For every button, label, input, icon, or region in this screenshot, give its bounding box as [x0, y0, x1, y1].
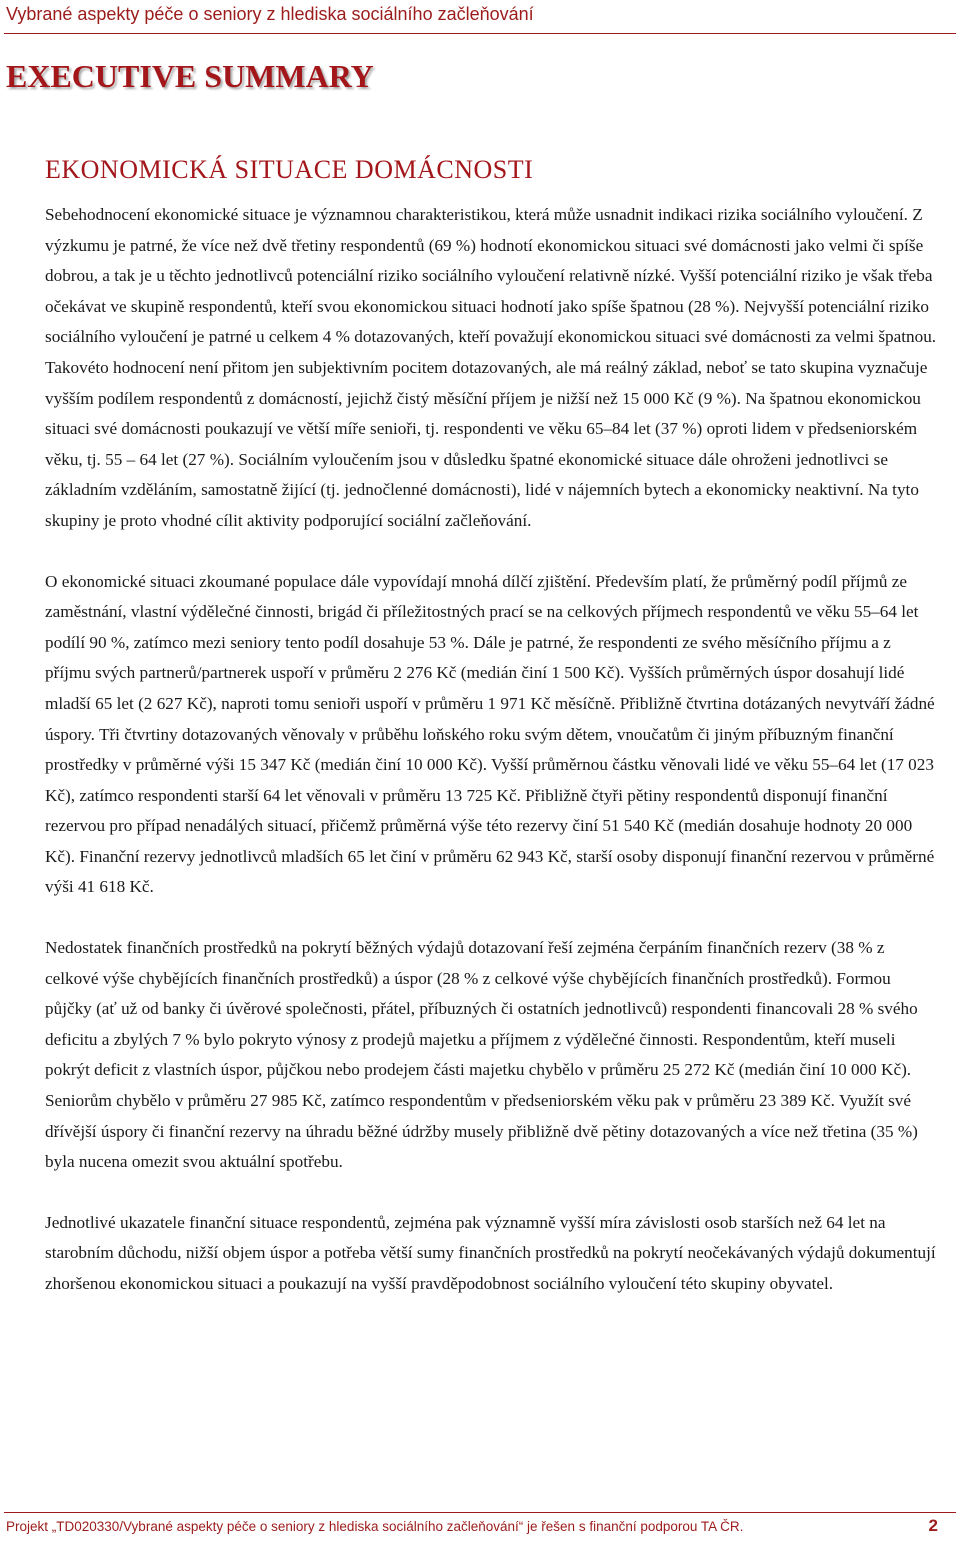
header-divider: [4, 33, 956, 34]
running-header: Vybrané aspekty péče o seniory z hlediska sociálního začleňování: [6, 4, 534, 24]
footer-project-note: Projekt „TD020330/Vybrané aspekty péče o seniory z hlediska sociálního začleňování“ je řešen s finanční podporou TA ČR.: [6, 1519, 744, 1534]
paragraph: Nedostatek finančních prostředků na pokrytí běžných výdajů dotazovaní řeší zejména čerpáním finančních rezerv (38 % z celkové výše chybějících finančních prostředků) a úspor (28 % z celkové výše chybějících finančních prostředků). Formou půjčky (ať už od banky či úvěrové společnosti, přátel, příbuzných či ostatních jednotlivců) respondenti financovali 28 % svého deficitu a zbylých 7 % bylo pokryto výnosy z prodejů majetku a příjmem z výdělečné činnosti. Respondentům, kteří museli pokrýt deficit z vlastních úspor, půjčkou nebo prodejem části majetku chybělo v průměru 25 272 Kč (medián činí 10 000 Kč). Seniorům chybělo v průměru 27 985 Kč, zatímco respondentům v předseniorském věku pak v průměru 23 389 Kč. Využít své dřívější úspory či finanční rezervy na úhradu běžné údržby musely přibližně dvě pětiny dotazovaných a více než třetina (35 %) byla nucena omezit svou aktuální spotřebu.: [45, 938, 918, 1172]
page-title: EXECUTIVE SUMMARY: [6, 58, 374, 94]
footer-divider: [4, 1512, 956, 1513]
paragraph: Sebehodnocení ekonomické situace je významnou charakteristikou, která může usnadnit indikaci rizika sociálního vyloučení. Z výzkumu je patrné, že více než dvě třetiny respondentů (69 %) hodnotí ekonomickou situaci své domácnosti jako velmi či spíše dobrou, a tak je u těchto jednotlivců potenciální riziko sociálního vyloučení relativně nízké. Vyšší potenciální riziko je však třeba očekávat ve skupině respondentů, kteří svou ekonomickou situaci hodnotí jako spíše špatnou (28 %). Nejvyšší potenciální riziko sociálního vyloučení je patrné u celkem 4 % dotazovaných, kteří považují ekonomickou situaci své domácnosti za velmi špatnou. Takovéto hodnocení není přitom jen subjektivním pocitem dotazovaných, ale má reálný základ, neboť se tato skupina vyznačuje vyšším podílem respondentů z domácností, jejichž čistý měsíční příjem je nižší než 15 000 Kč (9 %). Na špatnou ekonomickou situaci své domácnosti poukazují ve větší míře senioři, tj. respondenti ve věku 65–84 let (37 %) oproti lidem v předseniorském věku, tj. 55 – 64 let (27 %). Sociálním vyloučením jsou v důsledku špatné ekonomické situace dále ohroženi jednotlivci se základním vzděláním, samostatně žijící (tj. jednočlenné domácnosti), lidé v nájemních bytech a ekonomicky neaktivní. Na tyto skupiny je proto vhodné cílit aktivity podporující sociální začleňování.: [45, 205, 937, 530]
paragraph: Jednotlivé ukazatele finanční situace respondentů, zejména pak významně vyšší míra závislosti osob starších než 64 let na starobním důchodu, nižší objem úspor a potřeba větší sumy finančních prostředků na pokrytí neočekávaných výdajů dokumentují zhoršenou ekonomickou situaci a poukazují na vyšší pravděpodobnost sociálního vyloučení této skupiny obyvatel.: [45, 1212, 936, 1293]
section-body: [45, 200, 940, 1330]
section-heading: EKONOMICKÁ SITUACE DOMÁCNOSTI: [45, 155, 534, 184]
paragraph: O ekonomické situaci zkoumané populace dále vypovídají mnohá dílčí zjištění. Především platí, že průměrný podíl příjmů ze zaměstnání, vlastní výdělečné činnosti, brigád či příležitostných prací se na celkových příjmech respondentů ve věku 55–64 let podílí 90 %, zatímco mezi seniory tento podíl dosahuje 53 %. Dále je patrné, že respondenti ze svého měsíčního příjmu a z příjmu svých partnerů/partnerek uspoří v průměru 2 276 Kč (medián činí 1 500 Kč). Vyšších průměrných úspor dosahují lidé mladší 65 let (2 627 Kč), naproti tomu senioři uspoří v průměru 1 971 Kč měsíčně. Přibližně čtvrtina dotázaných nevytváří žádné úspory. Tři čtvrtiny dotazovaných věnovaly v průběhu loňského roku svým dětem, vnoučatům či jiným příbuzným finanční prostředky v průměrné výši 15 347 Kč (medián činí 10 000 Kč). Vyšší průměrnou částku věnovali lidé ve věku 55–64 let (17 023 Kč), zatímco respondenti starší 64 let věnovali v průměru 13 725 Kč. Přibližně čtyři pětiny respondentů disponují finanční rezervou pro případ nenadálých situací, přičemž průměrná výše této rezervy činí 51 540 Kč (medián dosahuje hodnoty 20 000 Kč). Finanční rezervy jednotlivců mladších 65 let činí v průměru 62 943 Kč, starší osoby disponují finanční rezervou v průměrné výši 41 618 Kč.: [45, 571, 935, 897]
page-number: 2: [928, 1516, 938, 1535]
